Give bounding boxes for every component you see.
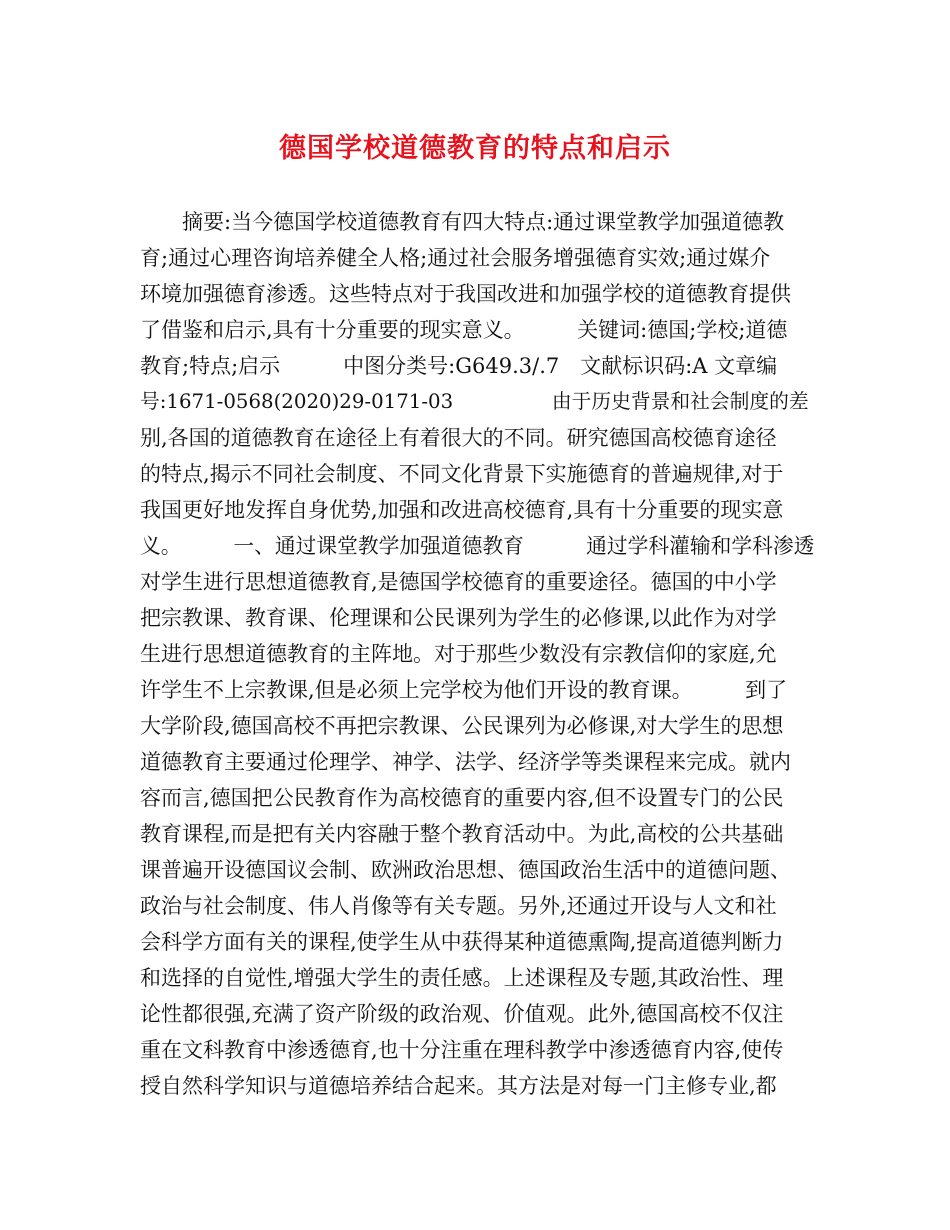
- body-text-line: 别,各国的道德教育在途径上有着很大的不同。研究德国高校德育途径: [140, 426, 777, 450]
- body-text-line: 道德教育主要通过伦理学、神学、法学、经济学等类课程来完成。就内: [140, 750, 791, 774]
- body-text-line: 环境加强德育渗透。这些特点对于我国改进和加强学校的道德教育提供: [140, 282, 791, 306]
- body-text-line: 育;通过心理咨询培养健全人格;通过社会服务增强德育实效;通过媒介: [140, 246, 771, 270]
- body-text-line: 论性都很强,充满了资产阶级的政治观、价值观。此外,德国高校不仅注: [140, 1002, 784, 1026]
- body-text-line: 大学阶段,德国高校不再把宗教课、公民课列为必修课,对大学生的思想: [140, 714, 784, 738]
- document-body: [140, 204, 815, 1104]
- body-text-line: 把宗教课、教育课、伦理课和公民课列为学生的必修课,以此作为对学: [140, 606, 777, 630]
- body-text-line: 生进行思想道德教育的主阵地。对于那些少数没有宗教信仰的家庭,允: [140, 642, 777, 666]
- body-text-line: 容而言,德国把公民教育作为高校德育的重要内容,但不设置专门的公民: [140, 786, 784, 810]
- body-text-line: 授自然科学知识与道德培养结合起来。其方法是对每一门主修专业,都: [140, 1074, 777, 1098]
- body-text-line: 教育课程,而是把有关内容融于整个教育活动中。为此,高校的公共基础: [140, 822, 784, 846]
- document-title: 德国学校道德教育的特点和启示: [279, 133, 671, 164]
- body-text-line: 教育;特点;启示 中图分类号:G649.3/.7 文献标识码:A 文章编: [140, 354, 778, 378]
- body-text-line: 了借鉴和启示,具有十分重要的现实意义。 关键词:德国;学校;道德: [140, 318, 788, 342]
- body-text-line: 政治与社会制度、伟人肖像等有关专题。另外,还通过开设与人文和社: [140, 894, 777, 918]
- body-text-line: 号:1671-0568(2020)29-0171-03 由于历史背景和社会制度的差: [140, 390, 809, 413]
- body-text-line: 会科学方面有关的课程,使学生从中获得某种道德熏陶,提高道德判断力: [140, 930, 784, 954]
- body-text-line: 对学生进行思想道德教育,是德国学校德育的重要途径。德国的中小学: [140, 570, 777, 594]
- body-text-line: 的特点,揭示不同社会制度、不同文化背景下实施德育的普遍规律,对于: [140, 462, 784, 486]
- body-text-line: 和选择的自觉性,增强大学生的责任感。上述课程及专题,其政治性、理: [140, 966, 784, 990]
- body-text-line: 许学生不上宗教课,但是必须上完学校为他们开设的教育课。 到了: [140, 678, 788, 702]
- body-text-line: 重在文科教育中渗透德育,也十分注重在理科教学中渗透德育内容,使传: [140, 1038, 784, 1062]
- body-text-line: 摘要:当今德国学校道德教育有四大特点:通过课堂教学加强道德教: [140, 210, 785, 234]
- body-text-line: 课普遍开设德国议会制、欧洲政治思想、德国政治生活中的道德问题、: [140, 858, 791, 882]
- body-text-line: 义。 一、通过课堂教学加强道德教育 通过学科灌输和学科渗透: [140, 534, 815, 558]
- body-text-line: 我国更好地发挥自身优势,加强和改进高校德育,具有十分重要的现实意: [140, 498, 784, 522]
